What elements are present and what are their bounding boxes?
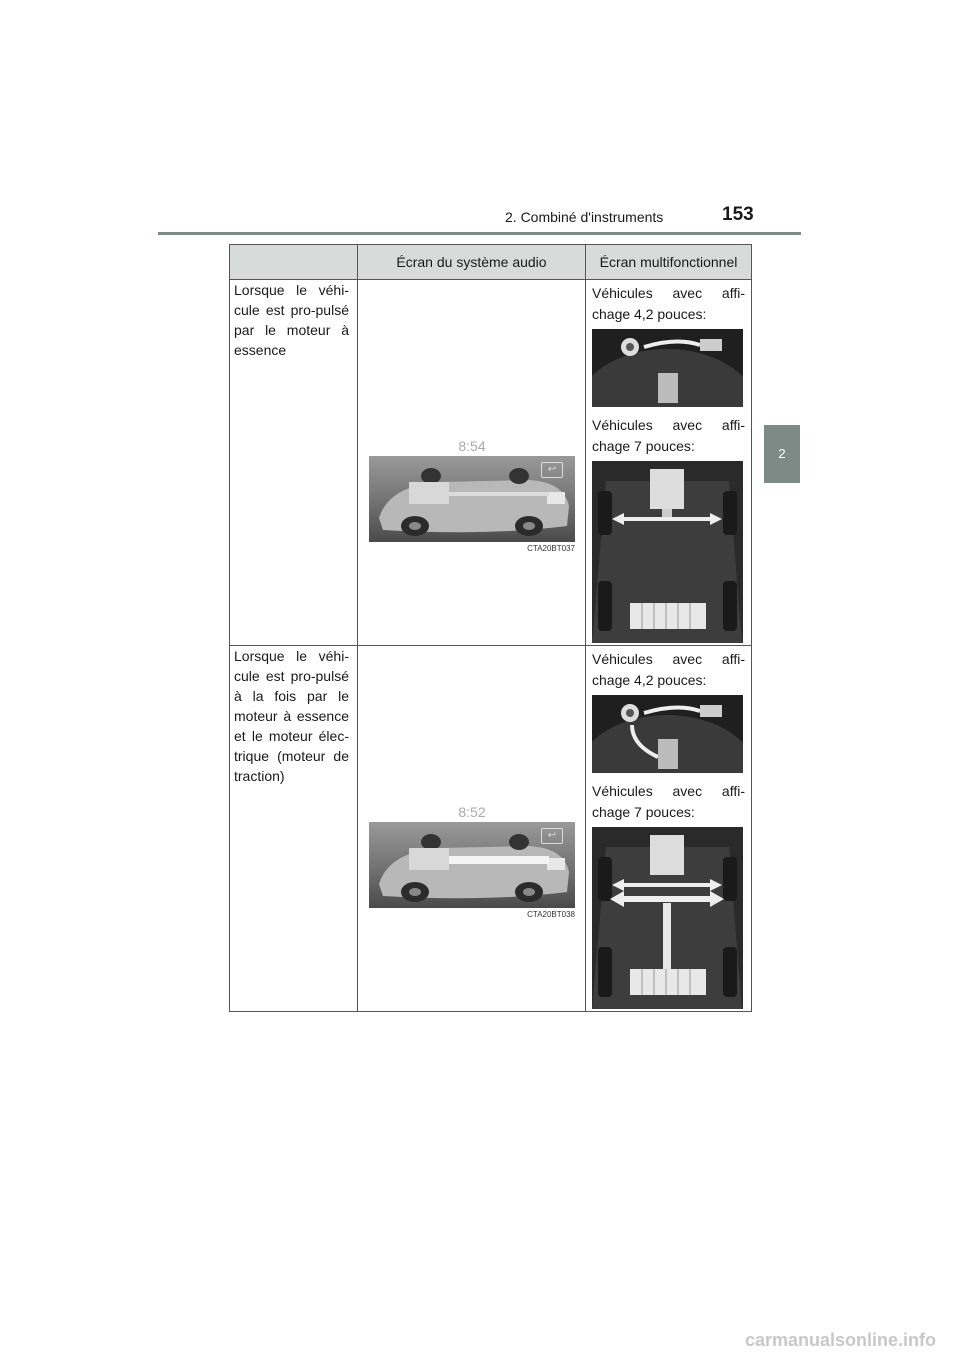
condition-cell [230,646,358,1012]
audio-car-image [369,456,575,542]
section-title: 2. Combiné d'instruments [505,209,664,225]
display-4-2-inch-image [592,695,743,773]
multi-cell [586,280,752,646]
audio-screen-figure [369,804,575,919]
audio-screen-figure [369,438,575,553]
display-7-illustration [592,827,743,1009]
audio-cell [358,646,586,1012]
audio-cell [358,280,586,646]
display-4-2-illustration [592,695,743,773]
audio-clock: 8:52 [458,804,486,820]
label-7-inch: Véhicules avec affi-chage 7 pouces: [592,417,745,454]
display-7-illustration [592,461,743,643]
chapter-tab: 2 [764,425,800,483]
display-7-inch-image [592,827,743,1009]
audio-car-image [369,822,575,908]
figure-code: CTA20BT038 [527,910,575,919]
page-number: 153 [722,204,754,225]
table-header-row [230,245,752,280]
header-cell-audio: Écran du système audio [358,245,586,280]
table-row [230,280,752,646]
chapter-label [773,494,793,644]
audio-clock: 8:54 [458,438,486,454]
header-divider [158,232,801,235]
display-4-2-illustration [592,329,743,407]
label-4-2-inch: Véhicules avec affi-chage 4,2 pouces: [592,285,745,322]
label-4-2-inch: Véhicules avec affi-chage 4,2 pouces: [592,651,745,688]
table-row [230,646,752,1012]
condition-text: Lorsque le véhi-cule est pro-pulsé à la fois par le moteur à essence et le moteur élec-trique (moteur de traction) [234,648,349,784]
display-7-inch-image [592,461,743,643]
footer-watermark: carmanualsonline.info [745,1330,937,1350]
header-cell-multi: Écran multifonctionnel [586,245,752,280]
condition-text: Lorsque le véhi-cule est pro-pulsé par le moteur à essence [234,282,349,358]
multi-cell [586,646,752,1012]
header-cell-empty [230,245,358,280]
energy-flow-table [229,244,752,1012]
condition-cell [230,280,358,646]
back-arrow-icon[interactable]: ↩ [541,828,563,844]
label-7-inch: Véhicules avec affi-chage 7 pouces: [592,783,745,820]
display-4-2-inch-image [592,329,743,407]
back-arrow-icon[interactable]: ↩ [541,462,563,478]
figure-code: CTA20BT037 [527,544,575,553]
